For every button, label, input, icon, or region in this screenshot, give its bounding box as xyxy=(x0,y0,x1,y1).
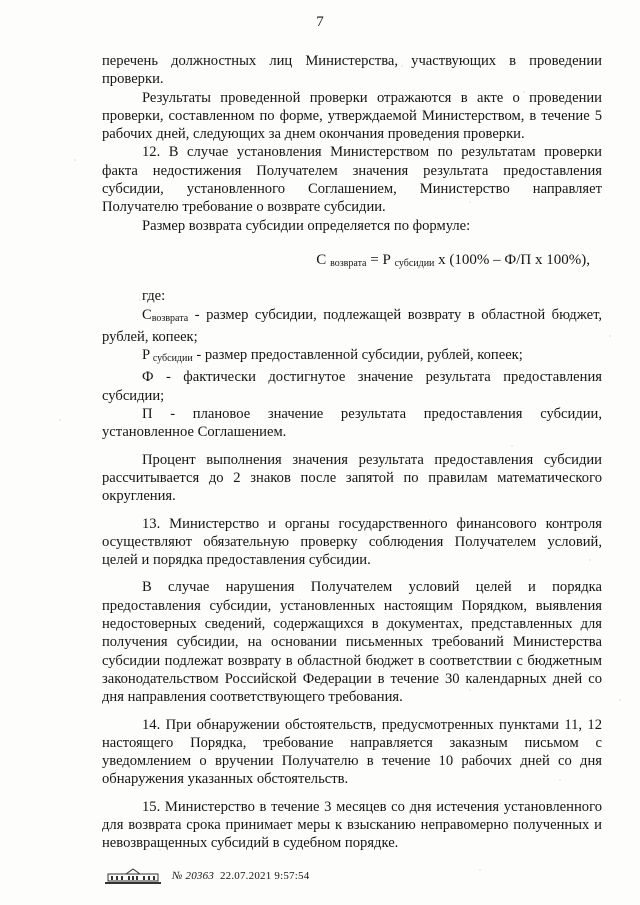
paragraph: Размер возврата субсидии определяется по формуле: xyxy=(142,217,471,234)
refund-formula xyxy=(102,251,602,273)
legend-c-sub: возврата xyxy=(151,312,189,324)
building-stamp-icon xyxy=(104,867,162,885)
formula-p: Р xyxy=(382,251,391,268)
registration-number: № 20363 xyxy=(172,870,215,882)
formula-eq: = xyxy=(370,251,383,268)
paragraph: В случае нарушения Получателем условий целей и порядка предоставления субсидии, установленных настоящим Порядком, выявления недостоверных сведений, содержащихся в документах, представленных для получения субсидии, на основании письменных требований Министерства субсидии подлежат возврату в областной бюджет в соответствии с бюджетным законодательством Российской Федерации в течение 30 календарных дней со дня направления соответствующего требования. xyxy=(102,579,602,706)
legend-f: Ф - фактически достигнутое значение результата предоставления субсидии; xyxy=(102,369,602,404)
legend-pl: П - плановое значение результата предоставления субсидии, установленное Соглашением. xyxy=(102,406,602,441)
paragraph: 14. При обнаружении обстоятельств, предусмотренных пунктами 11, 12 настоящего Порядка, требование направляется заказным письмом с уведомлением о вручении Получателю в течение 10 рабочих дней со дня обнаружения указанных обстоятельств. xyxy=(102,716,602,788)
formula-rest: х (100% – Ф/П х 100%), xyxy=(438,251,590,268)
registration-footer xyxy=(104,866,309,886)
formula-c-sub: возврата xyxy=(330,257,367,269)
legend-p-symbol: Р xyxy=(142,347,151,364)
registration-timestamp: 22.07.2021 9:57:54 xyxy=(219,870,310,882)
paragraph: Результаты проведенной проверки отражаются в акте о проведении проверки, составленном по форме, утверждаемой Министерством, в течение 5 рабочих дней, следующих за днем окончания проведения проверки. xyxy=(102,89,602,143)
paragraph: Процент выполнения значения результата предоставления субсидии рассчитывается до 2 знаков после запятой по правилам математического округления. xyxy=(102,451,602,505)
paragraph: перечень должностных лиц Министерства, участвующих в проведении проверки. xyxy=(102,53,602,88)
where-label: где: xyxy=(142,288,166,305)
document-body xyxy=(102,52,602,853)
legend-c xyxy=(102,306,602,347)
formula-c: С xyxy=(316,251,327,268)
registration-stamp xyxy=(172,870,309,882)
formula-p-sub: субсидии xyxy=(394,257,435,269)
paragraph: 13. Министерство и органы государственного финансового контроля осуществляют обязательную проверку соблюдения Получателем условий, целей и порядка предоставления субсидии. xyxy=(102,515,602,569)
paragraph: 15. Министерство в течение 3 месяцев со дня истечения установленного для возврата срока принимает меры к взысканию неправомерно полученных и невозвращенных субсидий в судебном порядке. xyxy=(102,798,602,852)
paragraph: 12. В случае установления Министерством по результатам проверки факта недостижения Получателем значения результата предоставления субсидии, установленного Соглашением, Министерство направляет Получателю требование о возврате субсидии. xyxy=(102,144,602,216)
legend-c-symbol: С xyxy=(142,306,152,323)
legend-p-sub: субсидии xyxy=(152,353,193,365)
legend-p xyxy=(102,346,602,368)
page-number: 7 xyxy=(316,14,324,30)
legend-p-text: - размер предоставленной субсидии, рублей, копеек; xyxy=(192,347,523,364)
legend-c-text: - размер субсидии, подлежащей возврату в областной бюджет, рублей, копеек; xyxy=(102,306,602,345)
